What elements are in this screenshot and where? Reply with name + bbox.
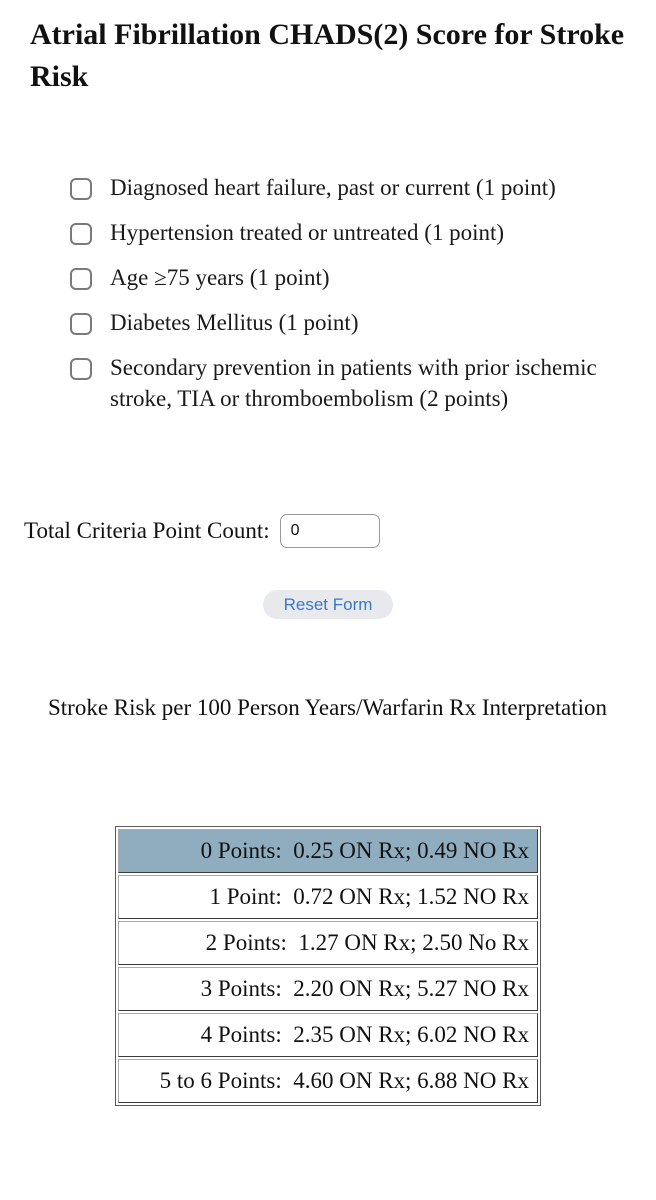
criterion-label: Age ≥75 years (1 point) bbox=[110, 265, 330, 290]
reset-form-button[interactable]: Reset Form bbox=[263, 590, 393, 619]
total-row bbox=[24, 514, 380, 548]
risk-cell: 3 Points: 2.20 ON Rx; 5.27 NO Rx bbox=[118, 967, 538, 1011]
risk-row bbox=[118, 829, 538, 873]
risk-row bbox=[118, 1013, 538, 1057]
heart-failure-checkbox[interactable] bbox=[70, 178, 92, 200]
criterion-heart-failure[interactable] bbox=[70, 172, 630, 203]
risk-cell: 1 Point: 0.72 ON Rx; 1.52 NO Rx bbox=[118, 875, 538, 919]
criteria-list bbox=[70, 172, 630, 428]
risk-cell: 2 Points: 1.27 ON Rx; 2.50 No Rx bbox=[118, 921, 538, 965]
total-point-count-field[interactable] bbox=[280, 514, 380, 548]
criterion-label: Diagnosed heart failure, past or current (1 point) bbox=[110, 175, 556, 200]
risk-cell: 5 to 6 Points: 4.60 ON Rx; 6.88 NO Rx bbox=[118, 1059, 538, 1103]
criterion-label: Diabetes Mellitus (1 point) bbox=[110, 310, 359, 335]
criterion-hypertension[interactable] bbox=[70, 217, 630, 248]
risk-cell: 4 Points: 2.35 ON Rx; 6.02 NO Rx bbox=[118, 1013, 538, 1057]
risk-row bbox=[118, 875, 538, 919]
secondary-prevention-checkbox[interactable] bbox=[70, 358, 92, 380]
criterion-diabetes[interactable] bbox=[70, 307, 630, 338]
criterion-label: Secondary prevention in patients with prior ischemic stroke, TIA or thromboembolism (2 points) bbox=[110, 355, 597, 411]
total-label: Total Criteria Point Count: bbox=[24, 518, 270, 543]
risk-row bbox=[118, 1059, 538, 1103]
diabetes-checkbox[interactable] bbox=[70, 313, 92, 335]
risk-row bbox=[118, 967, 538, 1011]
criterion-secondary-prevention[interactable] bbox=[70, 352, 630, 414]
hypertension-checkbox[interactable] bbox=[70, 223, 92, 245]
page-title: Atrial Fibrillation CHADS(2) Score for Stroke Risk bbox=[30, 18, 625, 93]
age-checkbox[interactable] bbox=[70, 268, 92, 290]
interpretation-heading: Stroke Risk per 100 Person Years/Warfarin Rx Interpretation bbox=[48, 695, 607, 720]
criterion-label: Hypertension treated or untreated (1 point) bbox=[110, 220, 505, 245]
risk-cell: 0 Points: 0.25 ON Rx; 0.49 NO Rx bbox=[118, 829, 538, 873]
risk-interpretation-table bbox=[115, 826, 541, 1106]
risk-row bbox=[118, 921, 538, 965]
criterion-age[interactable] bbox=[70, 262, 630, 293]
